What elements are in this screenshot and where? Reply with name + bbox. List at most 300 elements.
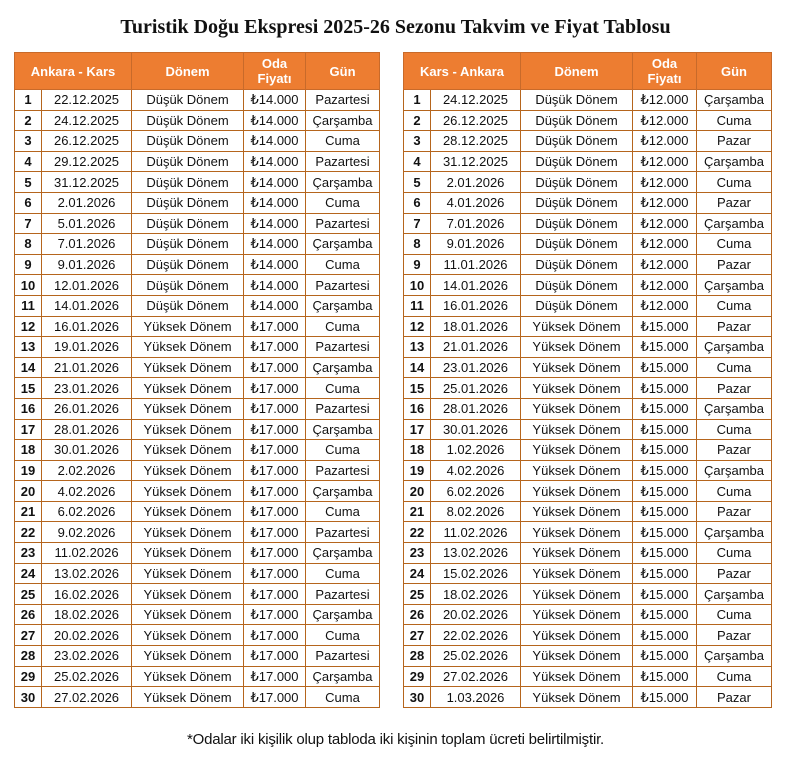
row-number: 6 — [15, 192, 42, 213]
price-cell: ₺17.000 — [244, 687, 306, 708]
period-cell: Düşük Dönem — [521, 151, 633, 172]
row-number: 24 — [404, 563, 431, 584]
period-cell: Düşük Dönem — [132, 131, 244, 152]
period-cell: Düşük Dönem — [521, 110, 633, 131]
table-row — [15, 275, 380, 296]
table-row — [15, 687, 380, 708]
table-row — [404, 90, 772, 111]
day-cell: Pazartesi — [306, 398, 380, 419]
day-cell: Çarşamba — [697, 151, 772, 172]
row-number: 26 — [15, 604, 42, 625]
row-number: 30 — [404, 687, 431, 708]
table-row — [15, 192, 380, 213]
period-cell: Yüksek Dönem — [521, 584, 633, 605]
period-cell: Yüksek Dönem — [521, 501, 633, 522]
price-cell: ₺15.000 — [633, 687, 697, 708]
price-cell: ₺15.000 — [633, 666, 697, 687]
price-cell: ₺15.000 — [633, 501, 697, 522]
date-cell: 25.01.2026 — [431, 378, 521, 399]
table-row — [15, 110, 380, 131]
day-cell: Pazartesi — [306, 90, 380, 111]
table-row — [404, 481, 772, 502]
price-cell: ₺17.000 — [244, 501, 306, 522]
period-cell: Düşük Dönem — [521, 90, 633, 111]
price-cell: ₺17.000 — [244, 666, 306, 687]
day-cell: Çarşamba — [306, 172, 380, 193]
row-number: 8 — [404, 234, 431, 255]
table-row — [15, 172, 380, 193]
date-cell: 16.02.2026 — [42, 584, 132, 605]
price-cell: ₺12.000 — [633, 213, 697, 234]
row-number: 28 — [404, 646, 431, 667]
row-number: 23 — [15, 543, 42, 564]
table-row — [15, 666, 380, 687]
row-number: 23 — [404, 543, 431, 564]
period-cell: Düşük Dönem — [521, 295, 633, 316]
row-number: 12 — [404, 316, 431, 337]
day-cell: Pazar — [697, 131, 772, 152]
row-number: 27 — [404, 625, 431, 646]
table-row — [404, 131, 772, 152]
table-row — [404, 192, 772, 213]
day-cell: Cuma — [697, 604, 772, 625]
day-cell: Pazartesi — [306, 151, 380, 172]
date-cell: 27.02.2026 — [431, 666, 521, 687]
price-cell: ₺14.000 — [244, 192, 306, 213]
day-cell: Cuma — [306, 378, 380, 399]
period-cell: Yüksek Dönem — [521, 604, 633, 625]
row-number: 29 — [404, 666, 431, 687]
row-number: 19 — [15, 460, 42, 481]
period-cell: Yüksek Dönem — [132, 543, 244, 564]
price-cell: ₺12.000 — [633, 254, 697, 275]
price-cell: ₺15.000 — [633, 398, 697, 419]
table-header-row — [404, 53, 772, 90]
price-cell: ₺17.000 — [244, 563, 306, 584]
day-cell: Cuma — [697, 666, 772, 687]
period-cell: Yüksek Dönem — [521, 666, 633, 687]
period-cell: Düşük Dönem — [132, 151, 244, 172]
table-row — [15, 460, 380, 481]
price-cell: ₺17.000 — [244, 357, 306, 378]
price-cell: ₺15.000 — [633, 440, 697, 461]
period-cell: Yüksek Dönem — [132, 646, 244, 667]
day-cell: Pazar — [697, 440, 772, 461]
table-row — [15, 398, 380, 419]
day-cell: Pazartesi — [306, 460, 380, 481]
date-cell: 22.02.2026 — [431, 625, 521, 646]
date-cell: 4.01.2026 — [431, 192, 521, 213]
date-cell: 2.01.2026 — [431, 172, 521, 193]
period-cell: Yüksek Dönem — [132, 316, 244, 337]
day-cell: Çarşamba — [697, 398, 772, 419]
table-row — [404, 440, 772, 461]
day-cell: Cuma — [697, 295, 772, 316]
period-cell: Düşük Dönem — [132, 172, 244, 193]
period-cell: Düşük Dönem — [521, 172, 633, 193]
price-cell: ₺15.000 — [633, 419, 697, 440]
date-cell: 4.02.2026 — [431, 460, 521, 481]
price-cell: ₺17.000 — [244, 419, 306, 440]
row-number: 11 — [404, 295, 431, 316]
period-cell: Yüksek Dönem — [132, 460, 244, 481]
day-cell: Cuma — [306, 192, 380, 213]
date-cell: 11.02.2026 — [42, 543, 132, 564]
table-row — [404, 522, 772, 543]
period-cell: Yüksek Dönem — [521, 481, 633, 502]
date-cell: 6.02.2026 — [431, 481, 521, 502]
row-number: 16 — [404, 398, 431, 419]
table-row — [404, 378, 772, 399]
row-number: 4 — [404, 151, 431, 172]
table-row — [15, 295, 380, 316]
date-cell: 31.12.2025 — [42, 172, 132, 193]
row-number: 24 — [15, 563, 42, 584]
footnote: *Odalar iki kişilik olup tabloda iki kişinin toplam ücreti belirtilmiştir. — [186, 731, 605, 748]
period-cell: Yüksek Dönem — [132, 378, 244, 399]
price-cell: ₺15.000 — [633, 604, 697, 625]
price-cell: ₺15.000 — [633, 584, 697, 605]
price-cell: ₺17.000 — [244, 522, 306, 543]
day-cell: Çarşamba — [306, 481, 380, 502]
row-number: 13 — [404, 337, 431, 358]
day-cell: Cuma — [306, 687, 380, 708]
header-room-price: Oda Fiyatı — [244, 53, 306, 90]
date-cell: 26.01.2026 — [42, 398, 132, 419]
date-cell: 1.03.2026 — [431, 687, 521, 708]
price-cell: ₺15.000 — [633, 625, 697, 646]
price-cell: ₺17.000 — [244, 440, 306, 461]
table-row — [15, 213, 380, 234]
day-cell: Cuma — [306, 625, 380, 646]
date-cell: 13.02.2026 — [42, 563, 132, 584]
price-cell: ₺15.000 — [633, 460, 697, 481]
table-row — [15, 481, 380, 502]
period-cell: Yüksek Dönem — [521, 522, 633, 543]
row-number: 18 — [404, 440, 431, 461]
day-cell: Çarşamba — [306, 110, 380, 131]
table-row — [15, 440, 380, 461]
period-cell: Yüksek Dönem — [521, 563, 633, 584]
row-number: 5 — [404, 172, 431, 193]
period-cell: Yüksek Dönem — [132, 419, 244, 440]
period-cell: Yüksek Dönem — [521, 646, 633, 667]
row-number: 3 — [404, 131, 431, 152]
table-row — [404, 110, 772, 131]
day-cell: Çarşamba — [697, 213, 772, 234]
price-cell: ₺17.000 — [244, 398, 306, 419]
header-period: Dönem — [132, 53, 244, 90]
period-cell: Yüksek Dönem — [521, 543, 633, 564]
row-number: 22 — [15, 522, 42, 543]
period-cell: Yüksek Dönem — [132, 440, 244, 461]
date-cell: 11.02.2026 — [431, 522, 521, 543]
price-cell: ₺17.000 — [244, 378, 306, 399]
period-cell: Yüksek Dönem — [132, 501, 244, 522]
date-cell: 21.01.2026 — [431, 337, 521, 358]
price-cell: ₺15.000 — [633, 357, 697, 378]
table-row — [15, 522, 380, 543]
day-cell: Çarşamba — [306, 419, 380, 440]
table-row — [404, 254, 772, 275]
day-cell: Çarşamba — [697, 460, 772, 481]
price-cell: ₺14.000 — [244, 172, 306, 193]
table-row — [15, 254, 380, 275]
day-cell: Pazartesi — [306, 584, 380, 605]
row-number: 30 — [15, 687, 42, 708]
day-cell: Pazartesi — [306, 646, 380, 667]
table-row — [404, 625, 772, 646]
row-number: 2 — [404, 110, 431, 131]
day-cell: Cuma — [306, 563, 380, 584]
day-cell: Pazar — [697, 563, 772, 584]
day-cell: Çarşamba — [697, 90, 772, 111]
day-cell: Çarşamba — [697, 522, 772, 543]
header-day: Gün — [697, 53, 772, 90]
table-row — [404, 666, 772, 687]
table-row — [404, 151, 772, 172]
price-cell: ₺17.000 — [244, 604, 306, 625]
price-cell: ₺14.000 — [244, 90, 306, 111]
row-number: 9 — [15, 254, 42, 275]
table-row — [404, 172, 772, 193]
row-number: 25 — [404, 584, 431, 605]
row-number: 7 — [404, 213, 431, 234]
date-cell: 15.02.2026 — [431, 563, 521, 584]
price-cell: ₺12.000 — [633, 110, 697, 131]
table-row — [15, 337, 380, 358]
date-cell: 30.01.2026 — [431, 419, 521, 440]
table-row — [404, 687, 772, 708]
table-row — [15, 151, 380, 172]
period-cell: Yüksek Dönem — [521, 378, 633, 399]
period-cell: Yüksek Dönem — [521, 337, 633, 358]
row-number: 25 — [15, 584, 42, 605]
day-cell: Pazar — [697, 378, 772, 399]
table-row — [404, 398, 772, 419]
table-row — [404, 584, 772, 605]
row-number: 26 — [404, 604, 431, 625]
row-number: 9 — [404, 254, 431, 275]
table-row — [404, 563, 772, 584]
table-row — [15, 234, 380, 255]
date-cell: 13.02.2026 — [431, 543, 521, 564]
period-cell: Yüksek Dönem — [521, 419, 633, 440]
price-cell: ₺17.000 — [244, 481, 306, 502]
period-cell: Düşük Dönem — [521, 275, 633, 296]
date-cell: 29.12.2025 — [42, 151, 132, 172]
price-cell: ₺15.000 — [633, 522, 697, 543]
period-cell: Düşük Dönem — [132, 213, 244, 234]
table-header-row — [15, 53, 380, 90]
page-title: Turistik Doğu Ekspresi 2025-26 Sezonu Takvim ve Fiyat Tablosu — [120, 16, 671, 38]
day-cell: Cuma — [697, 481, 772, 502]
table-row — [15, 563, 380, 584]
date-cell: 9.01.2026 — [42, 254, 132, 275]
period-cell: Düşük Dönem — [521, 131, 633, 152]
price-cell: ₺12.000 — [633, 234, 697, 255]
day-cell: Pazar — [697, 192, 772, 213]
period-cell: Yüksek Dönem — [132, 357, 244, 378]
date-cell: 23.02.2026 — [42, 646, 132, 667]
row-number: 22 — [404, 522, 431, 543]
row-number: 12 — [15, 316, 42, 337]
day-cell: Cuma — [697, 234, 772, 255]
day-cell: Pazar — [697, 687, 772, 708]
row-number: 28 — [15, 646, 42, 667]
price-cell: ₺12.000 — [633, 275, 697, 296]
period-cell: Düşük Dönem — [521, 254, 633, 275]
table-row — [15, 357, 380, 378]
row-number: 1 — [15, 90, 42, 111]
day-cell: Çarşamba — [306, 604, 380, 625]
day-cell: Cuma — [697, 419, 772, 440]
date-cell: 5.01.2026 — [42, 213, 132, 234]
row-number: 18 — [15, 440, 42, 461]
period-cell: Düşük Dönem — [521, 234, 633, 255]
price-cell: ₺15.000 — [633, 646, 697, 667]
table-row — [404, 501, 772, 522]
day-cell: Pazartesi — [306, 213, 380, 234]
period-cell: Yüksek Dönem — [132, 522, 244, 543]
table-row — [15, 584, 380, 605]
period-cell: Yüksek Dönem — [521, 440, 633, 461]
table-row — [404, 646, 772, 667]
table-row — [404, 295, 772, 316]
period-cell: Düşük Dönem — [521, 192, 633, 213]
price-cell: ₺15.000 — [633, 378, 697, 399]
date-cell: 20.02.2026 — [431, 604, 521, 625]
day-cell: Çarşamba — [306, 543, 380, 564]
period-cell: Yüksek Dönem — [521, 625, 633, 646]
date-cell: 18.01.2026 — [431, 316, 521, 337]
row-number: 20 — [404, 481, 431, 502]
period-cell: Yüksek Dönem — [521, 357, 633, 378]
row-number: 5 — [15, 172, 42, 193]
table-row — [15, 378, 380, 399]
day-cell: Cuma — [306, 501, 380, 522]
table-row — [404, 213, 772, 234]
date-cell: 25.02.2026 — [431, 646, 521, 667]
day-cell: Çarşamba — [697, 584, 772, 605]
date-cell: 1.02.2026 — [431, 440, 521, 461]
price-cell: ₺15.000 — [633, 543, 697, 564]
header-room-price: Oda Fiyatı — [633, 53, 697, 90]
price-cell: ₺14.000 — [244, 213, 306, 234]
date-cell: 28.12.2025 — [431, 131, 521, 152]
date-cell: 21.01.2026 — [42, 357, 132, 378]
table-row — [404, 316, 772, 337]
row-number: 7 — [15, 213, 42, 234]
row-number: 8 — [15, 234, 42, 255]
price-cell: ₺14.000 — [244, 234, 306, 255]
row-number: 15 — [15, 378, 42, 399]
period-cell: Yüksek Dönem — [521, 460, 633, 481]
row-number: 10 — [15, 275, 42, 296]
date-cell: 6.02.2026 — [42, 501, 132, 522]
day-cell: Cuma — [306, 440, 380, 461]
table-row — [404, 460, 772, 481]
date-cell: 9.01.2026 — [431, 234, 521, 255]
day-cell: Pazartesi — [306, 337, 380, 358]
price-cell: ₺14.000 — [244, 110, 306, 131]
header-day: Gün — [306, 53, 380, 90]
price-cell: ₺14.000 — [244, 295, 306, 316]
day-cell: Çarşamba — [306, 234, 380, 255]
period-cell: Yüksek Dönem — [132, 584, 244, 605]
row-number: 1 — [404, 90, 431, 111]
period-cell: Yüksek Dönem — [132, 337, 244, 358]
date-cell: 16.01.2026 — [431, 295, 521, 316]
day-cell: Pazartesi — [306, 522, 380, 543]
price-cell: ₺17.000 — [244, 460, 306, 481]
date-cell: 7.01.2026 — [42, 234, 132, 255]
date-cell: 8.02.2026 — [431, 501, 521, 522]
day-cell: Cuma — [306, 316, 380, 337]
row-number: 6 — [404, 192, 431, 213]
row-number: 11 — [15, 295, 42, 316]
day-cell: Çarşamba — [306, 357, 380, 378]
day-cell: Cuma — [697, 357, 772, 378]
period-cell: Düşük Dönem — [521, 213, 633, 234]
date-cell: 2.01.2026 — [42, 192, 132, 213]
day-cell: Cuma — [697, 172, 772, 193]
header-route: Kars - Ankara — [404, 53, 521, 90]
day-cell: Pazar — [697, 625, 772, 646]
date-cell: 22.12.2025 — [42, 90, 132, 111]
table-row — [404, 357, 772, 378]
period-cell: Yüksek Dönem — [132, 563, 244, 584]
day-cell: Pazartesi — [306, 275, 380, 296]
date-cell: 18.02.2026 — [42, 604, 132, 625]
price-cell: ₺12.000 — [633, 295, 697, 316]
date-cell: 4.02.2026 — [42, 481, 132, 502]
period-cell: Düşük Dönem — [132, 254, 244, 275]
price-cell: ₺17.000 — [244, 316, 306, 337]
date-cell: 28.01.2026 — [431, 398, 521, 419]
period-cell: Düşük Dönem — [132, 295, 244, 316]
day-cell: Çarşamba — [697, 646, 772, 667]
table-row — [404, 543, 772, 564]
table-row — [15, 543, 380, 564]
price-cell: ₺17.000 — [244, 584, 306, 605]
period-cell: Düşük Dönem — [132, 234, 244, 255]
price-cell: ₺15.000 — [633, 481, 697, 502]
date-cell: 12.01.2026 — [42, 275, 132, 296]
period-cell: Yüksek Dönem — [521, 398, 633, 419]
day-cell: Pazar — [697, 316, 772, 337]
period-cell: Yüksek Dönem — [521, 687, 633, 708]
price-cell: ₺17.000 — [244, 337, 306, 358]
day-cell: Çarşamba — [697, 275, 772, 296]
row-number: 29 — [15, 666, 42, 687]
date-cell: 11.01.2026 — [431, 254, 521, 275]
table-row — [404, 419, 772, 440]
price-cell: ₺15.000 — [633, 337, 697, 358]
day-cell: Cuma — [306, 254, 380, 275]
day-cell: Çarşamba — [306, 666, 380, 687]
period-cell: Yüksek Dönem — [132, 666, 244, 687]
row-number: 4 — [15, 151, 42, 172]
period-cell: Yüksek Dönem — [521, 316, 633, 337]
price-cell: ₺14.000 — [244, 151, 306, 172]
header-route: Ankara - Kars — [15, 53, 132, 90]
date-cell: 26.12.2025 — [431, 110, 521, 131]
table-row — [15, 419, 380, 440]
period-cell: Düşük Dönem — [132, 110, 244, 131]
period-cell: Düşük Dönem — [132, 192, 244, 213]
day-cell: Çarşamba — [306, 295, 380, 316]
